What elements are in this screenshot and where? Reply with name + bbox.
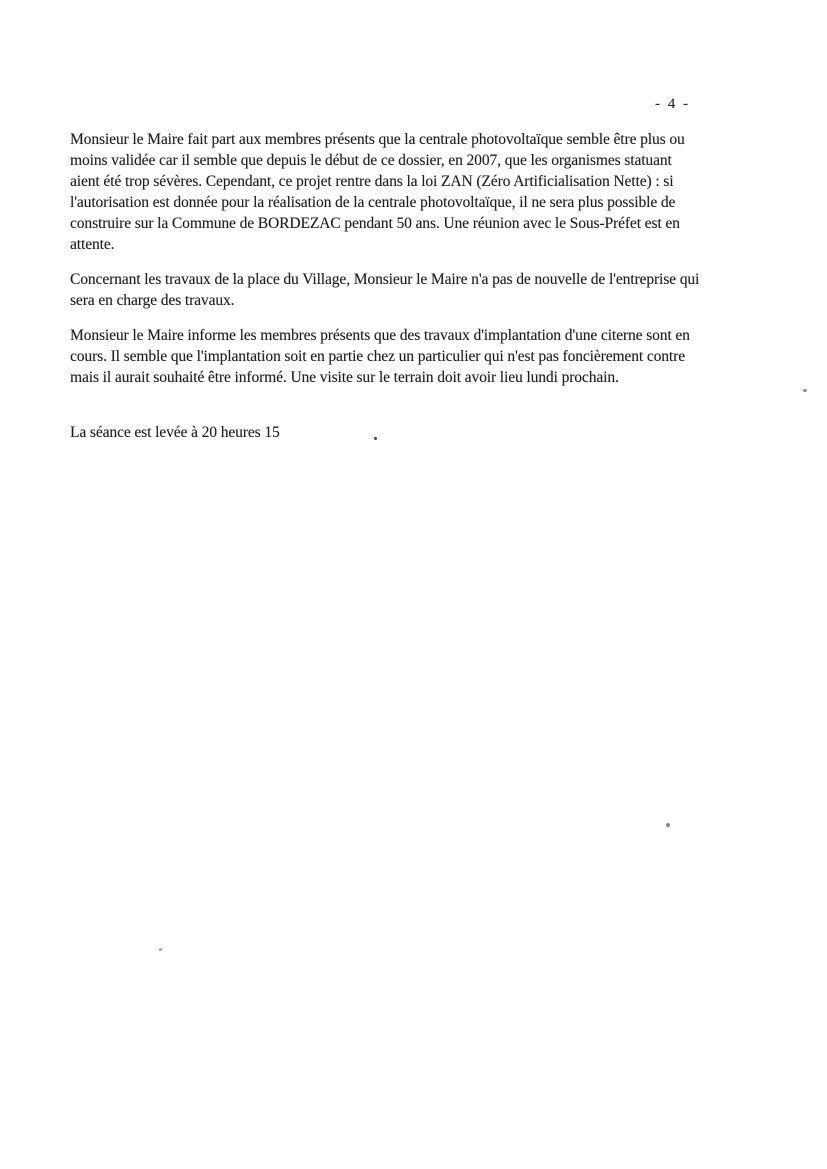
text-line: moins validée car il semble que depuis le début de ce dossier, en 2007, que les organismes statuant [70,152,672,169]
paragraph-citerne [70,325,770,388]
minutes-body [70,129,770,443]
text-line: Concernant les travaux de la place du Village, Monsieur le Maire n'a pas de nouvelle de l'entreprise qui [70,271,700,288]
text-line: aient été trop sévères. Cependant, ce projet rentre dans la loi ZAN (Zéro Artificialisation Nette) : si [70,173,674,190]
paragraph-travaux-place [70,269,770,311]
scan-speck [803,389,807,392]
text-line: sera en charge des travaux. [70,292,235,309]
paragraph-photovoltaique [70,129,770,255]
page-number: - 4 - [655,96,690,112]
closing-line: La séance est levée à 20 heures 15 [70,424,280,441]
stray-ink-dot [374,437,377,440]
text-line: l'autorisation est donnée pour la réalisation de la centrale photovoltaïque, il ne sera plus possible de [70,194,676,211]
scan-speck [159,948,162,951]
text-line: cours. Il semble que l'implantation soit en partie chez un particulier qui n'est pas foncièrement contre [70,348,685,365]
text-line: mais il aurait souhaité être informé. Une visite sur le terrain doit avoir lieu lundi prochain. [70,369,619,386]
text-line: construire sur la Commune de BORDEZAC pendant 50 ans. Une réunion avec le Sous-Préfet est en [70,215,680,232]
text-line: Monsieur le Maire fait part aux membres présents que la centrale photovoltaïque semble être plus ou [70,131,685,148]
text-line: attente. [70,236,115,253]
scan-speck [666,823,670,827]
text-line: Monsieur le Maire informe les membres présents que des travaux d'implantation d'une citerne sont en [70,327,690,344]
